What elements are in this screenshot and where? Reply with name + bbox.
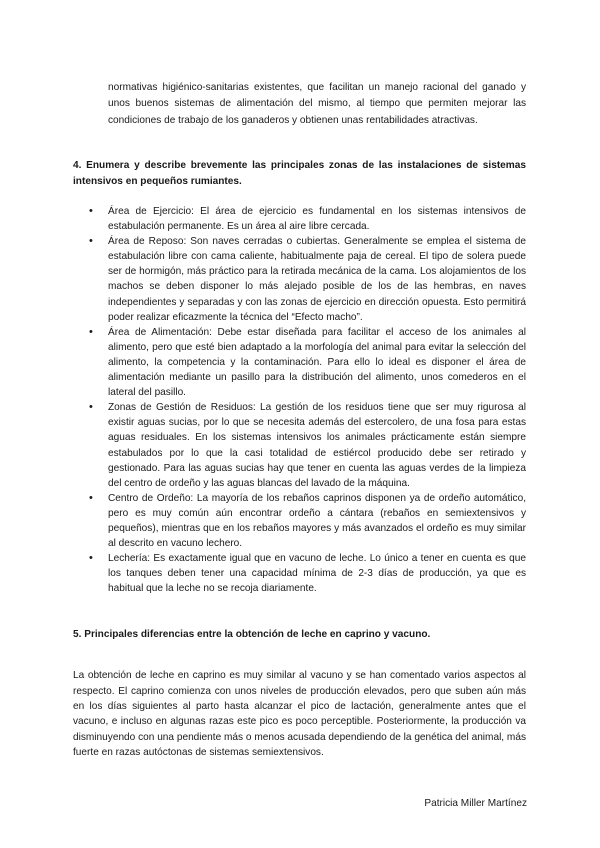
list-item-dairy: • Lechería: Es exactamente igual que en vacuno de leche. Lo único a tener en cuenta es que los tanques deben tener una capacidad mínima de 2-3 días de producción, ya que es habitual que la leche no se recoja diariamente.: [108, 551, 526, 596]
list-item-feeding-area: • Área de Alimentación: Debe estar diseñada para facilitar el acceso de los animales al alimento, pero que esté bien adaptado a la morfología del animal para evitar la selección del alimento, la competencia y la contaminación. Para ello lo ideal es disponer el área de alimentación mediante un pasillo para la distribución del alimento, unos comederos en el lateral del pasillo.: [108, 325, 526, 400]
list-item-exercise-area: • Área de Ejercicio: El área de ejercicio es fundamental en los sistemas intensivos de estabulación permanente. Es un área al aire libre cercada.: [108, 204, 526, 234]
section-5-paragraph: La obtención de leche en caprino es muy similar al vacuno y se han comentado varios aspectos al respecto. El caprino comienza con unos niveles de producción elevados, pero que suben aún más en los días siguientes al parto hasta alcanzar el pico de lactación, generalmente antes que el vacuno, e incluso en algunas razas este pico es poco perceptible. Posteriormente, la producción va disminuyendo con una pendiente más o menos acusada dependiendo de la genética del animal, más fuerte en razas autóctonas de sistemas semiextensivos.: [73, 670, 526, 759]
section-4-list: [108, 204, 526, 596]
section-4-heading: 4. Enumera y describe brevemente las principales zonas de las instalaciones de sistemas intensivos en pequeños rumiantes.: [73, 160, 526, 187]
list-item-waste-management: • Zonas de Gestión de Residuos: La gestión de los residuos tiene que ser muy rigurosa al existir aguas sucias, por lo que se necesita además del estercolero, de una fosa para estas aguas residuales. En los sistemas intensivos los animales prácticamente están siempre estabulados por lo que la casi totalidad de estiércol producido debe ser retirado y gestionado. Para las aguas sucias hay que tener en cuenta las aguas verdes de la limpieza del centro de ordeño y las aguas blancas del lavado de la máquina.: [108, 400, 526, 491]
author-footer: Patricia Miller Martínez: [424, 798, 527, 809]
list-item-milking-center: • Centro de Ordeño: La mayoría de los rebaños caprinos disponen ya de ordeño automático, pero es muy común aún encontrar ordeño a cántara (rebaños en semiextensivos y pequeños), mientras que en los rebaños mayores y más avanzados el ordeño es muy similar al descrito en vacuno lechero.: [108, 491, 526, 551]
intro-paragraph: normativas higiénico-sanitarias existentes, que facilitan un manejo racional del ganado y unos buenos sistemas de alimentación del mismo, al tiempo que permiten mejorar las condiciones de trabajo de los ganaderos y obtienen unas rentabilidades atractivas.: [108, 82, 526, 126]
section-5-heading: 5. Principales diferencias entre la obtención de leche en caprino y vacuno.: [73, 629, 431, 640]
list-item-rest-area: • Área de Reposo: Son naves cerradas o cubiertas. Generalmente se emplea el sistema de estabulación libre con cama caliente, habitualmente paja de cereal. El tipo de solera puede ser de hormigón, más práctico para la retirada mecánica de la cama. Los alojamientos de los machos se deben disponer lo más alejado posible de los de las hembras, en naves independientes y separadas y con las zonas de ejercicio en dirección opuesta. Esto permitirá poder realizar eficazmente la técnica del “Efecto macho”.: [108, 234, 526, 325]
